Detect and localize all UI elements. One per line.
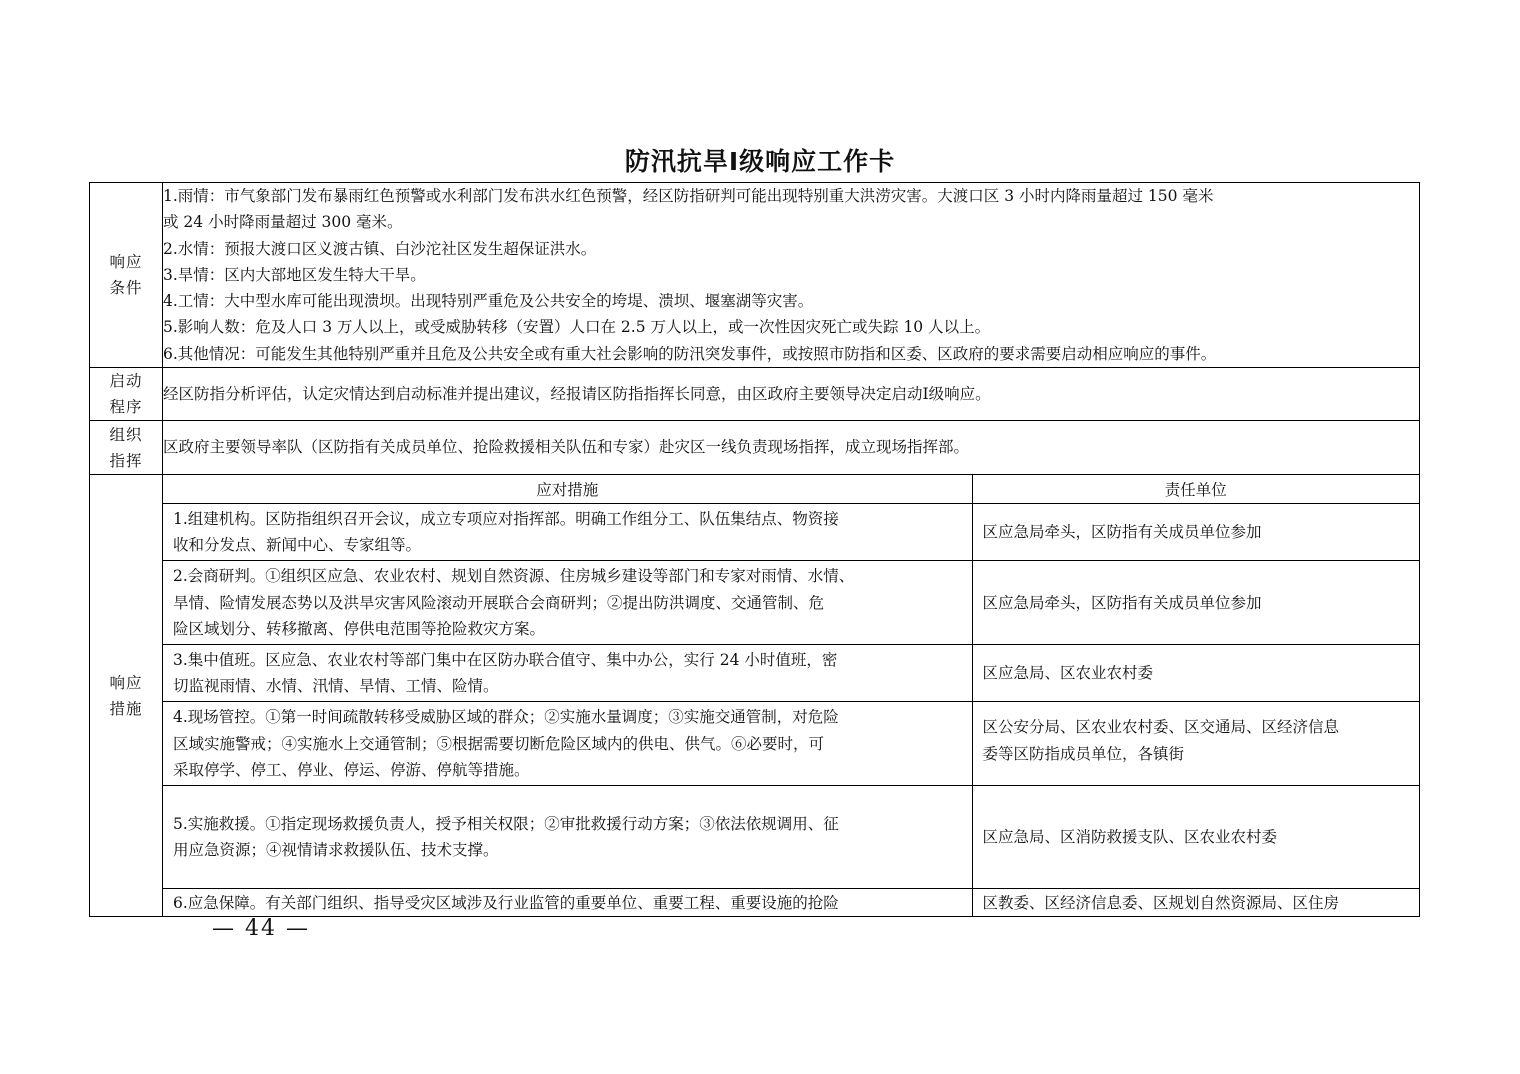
condition-line: 5.影响人数：危及人口 3 万人以上，或受威胁转移（安置）人口在 2.5 万人以上，或一次性因灾死亡或失踪 10 人以上。 (163, 318, 991, 337)
measure-line: 4.现场管控。①第一时间疏散转移受威胁区域的群众；②实施水量调度；③实施交通管制，对危险 (173, 708, 839, 727)
conditions-label (90, 183, 163, 368)
response-card-table (89, 182, 1420, 917)
measures-table (163, 475, 1419, 916)
startup-label-text: 启动 程序 (109, 372, 143, 416)
measures-label (90, 475, 163, 917)
unit-line: 区教委、区经济信息委、区规划自然资源局、区住房 (982, 894, 1340, 913)
table-row (163, 645, 1419, 702)
measure-cell (163, 702, 972, 786)
measure-line: 1.组建机构。区防指组织召开会议，成立专项应对指挥部。明确工作组分工、队伍集结点、物资接 (173, 510, 839, 528)
command-label (90, 421, 163, 475)
command-label-text: 组织 指挥 (109, 425, 143, 470)
table-row (163, 504, 1419, 561)
measures-cell (163, 475, 1420, 917)
unit-line: 区应急局牵头，区防指有关成员单位参加 (982, 593, 1262, 612)
unit-column-header: 责任单位 (972, 475, 1419, 504)
measure-line: 2.会商研判。①组织区应急、农业农村、规划自然资源、住房城乡建设等部门和专家对雨情、水情、 (173, 567, 855, 586)
unit-line: 委等区防指成员单位，各镇街 (982, 744, 1185, 763)
conditions-row (90, 183, 1420, 368)
measure-line: 5.实施救援。①指定现场救援负责人，授予相关权限；②审批救援行动方案；③依法依规调用、征 (173, 814, 839, 833)
condition-line: 6.其他情况：可能发生其他特别严重并且危及公共安全或有重大社会影响的防汛突发事件，或按照市防指和区委、区政府的要求需要启动相应响应的事件。 (163, 344, 1217, 363)
page-title: 防汛抗旱Ⅰ级响应工作卡 (624, 147, 896, 176)
measure-line: 险区域划分、转移撤离、停供电范围等抢险救灾方案。 (173, 619, 546, 638)
unit-line: 区应急局牵头，区防指有关成员单位参加 (982, 523, 1262, 542)
startup-label (90, 368, 163, 421)
measure-cell (163, 504, 972, 561)
measure-line: 区域实施警戒；④实施水上交通管制；⑤根据需要切断危险区域内的供电、供气。⑥必要时，可 (173, 734, 825, 753)
measure-cell (163, 645, 972, 702)
measure-line: 采取停学、停工、停业、停运、停游、停航等措施。 (173, 760, 530, 779)
measure-line: 用应急资源；④视情请求救援队伍、技术支撑。 (173, 841, 499, 860)
table-row (163, 561, 1419, 645)
table-row (163, 786, 1419, 889)
measures-row (90, 475, 1420, 917)
unit-line: 区公安分局、区农业农村委、区交通局、区经济信息 (982, 718, 1340, 737)
condition-line: 2.水情：预报大渡口区义渡古镇、白沙沱社区发生超保证洪水。 (163, 239, 597, 258)
measure-line: 切监视雨情、水情、汛情、旱情、工情、险情。 (173, 677, 499, 696)
conditions-content (163, 183, 1420, 368)
unit-cell (972, 889, 1419, 917)
table-row (163, 889, 1419, 917)
unit-line: 区应急局、区农业农村委 (982, 664, 1154, 683)
measures-header-row (163, 475, 1419, 504)
conditions-label-text: 响应 条件 (109, 253, 143, 297)
page-number: — 44 — (212, 916, 310, 941)
unit-cell (972, 504, 1419, 561)
measures-label-text: 响应 措施 (109, 673, 143, 718)
measure-cell (163, 561, 972, 645)
condition-line: 1.雨情：市气象部门发布暴雨红色预警或水利部门发布洪水红色预警，经区防指研判可能出现特别重大洪涝灾害。大渡口区 3 小时内降雨量超过 150 毫米 (163, 187, 1214, 206)
measure-cell (163, 889, 972, 917)
measures-column-header: 应对措施 (163, 475, 972, 504)
unit-cell (972, 786, 1419, 889)
condition-line: 或 24 小时降雨量超过 300 毫米。 (163, 213, 403, 232)
unit-cell (972, 561, 1419, 645)
condition-line: 4.工情：大中型水库可能出现溃坝。出现特别严重危及公共安全的垮堤、溃坝、堰塞湖等灾害。 (163, 292, 814, 311)
unit-cell (972, 645, 1419, 702)
measure-line: 收和分发点、新闻中心、专家组等。 (173, 536, 422, 555)
measure-line: 6.应急保障。有关部门组织、指导受灾区域涉及行业监管的重要单位、重要工程、重要设施的抢险 (173, 894, 839, 913)
measure-line: 旱情、险情发展态势以及洪旱灾害风险滚动开展联合会商研判；②提出防洪调度、交通管制、危 (173, 593, 825, 612)
table-row (163, 702, 1419, 786)
command-row (90, 421, 1420, 475)
startup-content: 经区防指分析评估，认定灾情达到启动标准并提出建议，经报请区防指指挥长同意，由区政府主要领导决定启动Ⅰ级响应。 (163, 368, 1420, 421)
measure-cell (163, 786, 972, 889)
condition-line: 3.旱情：区内大部地区发生特大干旱。 (163, 265, 426, 284)
measure-line: 3.集中值班。区应急、农业农村等部门集中在区防办联合值守、集中办公，实行 24 小时值班，密 (173, 651, 838, 670)
command-content: 区政府主要领导率队（区防指有关成员单位、抢险救援相关队伍和专家）赴灾区一线负责现场指挥，成立现场指挥部。 (163, 421, 1420, 475)
unit-line: 区应急局、区消防救援支队、区农业农村委 (982, 827, 1278, 846)
unit-cell (972, 702, 1419, 786)
startup-row (90, 368, 1420, 421)
